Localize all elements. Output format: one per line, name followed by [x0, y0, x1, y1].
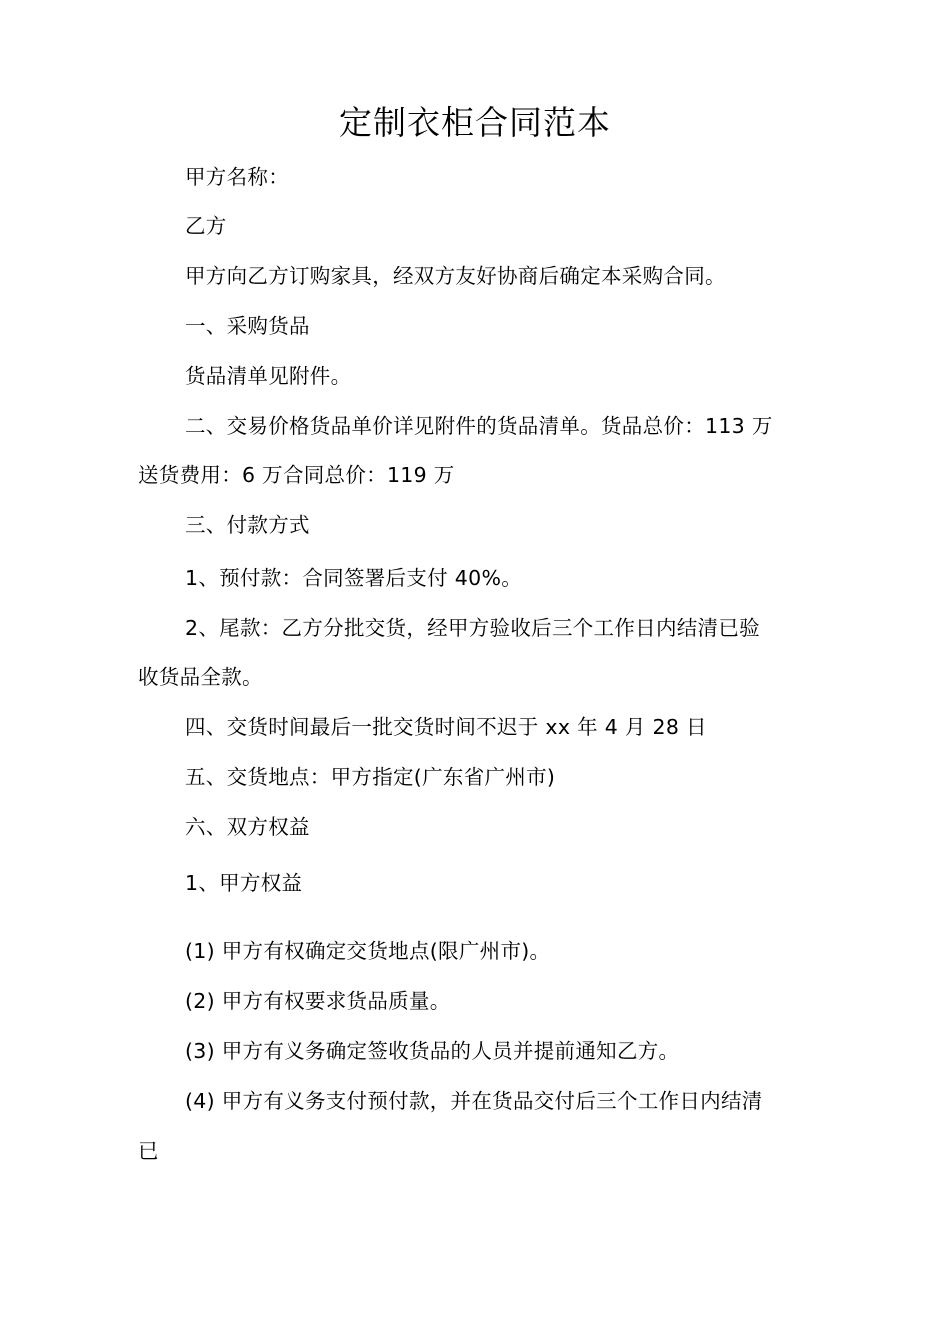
section-6-heading: 六、双方权益 — [185, 815, 310, 839]
party-a-right-2: (2) 甲方有权要求货品质量。 — [185, 989, 451, 1013]
section-4-delivery-time: 四、交货时间最后一批交货时间不迟于 xx 年 4 月 28 日 — [185, 715, 707, 739]
section-2-line-1: 二、交易价格货品单价详见附件的货品清单。货品总价：113 万 — [185, 414, 773, 438]
prepayment-clause: 1、预付款：合同签署后支付 40%。 — [185, 566, 523, 590]
balance-clause-line-2: 收货品全款。 — [138, 665, 263, 689]
section-5-delivery-place: 五、交货地点：甲方指定(广东省广州市) — [185, 765, 556, 789]
section-3-heading: 三、付款方式 — [185, 513, 310, 537]
party-a-right-4-line-2: 已 — [138, 1139, 159, 1163]
section-1-heading: 一、采购货品 — [185, 314, 310, 338]
party-b-name: 乙方 — [185, 214, 227, 238]
party-a-right-4-line-1: (4) 甲方有义务支付预付款，并在货品交付后三个工作日内结清 — [185, 1089, 763, 1113]
party-a-name: 甲方名称： — [185, 165, 289, 189]
section-1-body: 货品清单见附件。 — [185, 364, 352, 388]
party-a-rights-heading: 1、甲方权益 — [185, 871, 303, 895]
balance-clause-line-1: 2、尾款：乙方分批交货，经甲方验收后三个工作日内结清已验 — [185, 616, 760, 640]
party-a-right-1: (1) 甲方有权确定交货地点(限广州市)。 — [185, 939, 551, 963]
contract-intro: 甲方向乙方订购家具，经双方友好协商后确定本采购合同。 — [185, 264, 726, 288]
document-title: 定制衣柜合同范本 — [339, 103, 611, 142]
party-a-right-3: (3) 甲方有义务确定签收货品的人员并提前通知乙方。 — [185, 1039, 680, 1063]
section-2-line-2: 送货费用：6 万合同总价：119 万 — [138, 463, 455, 487]
